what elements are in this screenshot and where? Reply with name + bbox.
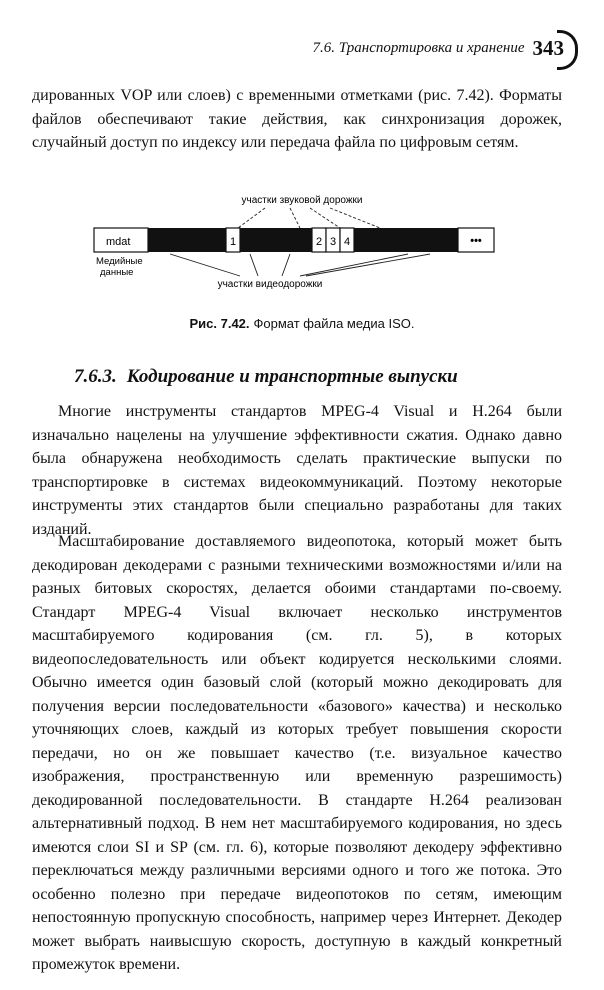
segment-2-label: 2: [315, 236, 323, 248]
segment-4-label: 4: [343, 236, 351, 248]
figure-caption: [0, 316, 604, 331]
media-data-label-line1: Медийные: [96, 256, 143, 267]
running-title: 7.6. Транспортировка и хранение: [312, 40, 525, 56]
figure-caption-prefix: Рис. 7.42.: [189, 316, 250, 331]
intro-paragraph: дированных VOP или слоев) с временными отметками (рис. 7.42). Форматы файлов обеспечивают такие действия, как синхронизация дорожек, случайный доступ по индексу или передача файла по цифровым сетям.: [32, 87, 562, 151]
body-paragraph-1: Многие инструменты стандартов MPEG-4 Visual и H.264 были изначально нацелены на улучшение эффективности сжатия. Однако давно была обнаружена необходимость сделать практические выпуски по транспортировке в системах видеокоммуникаций. Поэтому некоторые инструменты этих стандартов были специально разработаны для таких изданий.: [32, 403, 562, 538]
body-paragraph-2: Масштабирование доставляемого видеопотока, который может быть декодирован декодерами с разными техническими возможностями и/или на разных битовых скоростях, делается обоими стандартами по-своему. Стандарт MPEG-4 Visual включает несколько инструментов масштабируемого кодирования (см. гл. 5), в которых видеопоследовательность или объект кодируется несколькими слоями. Обычно имеется один базовый слой (который можно декодировать для получения версии последовательности «базового» качества) и несколько уточняющих слоев, каждый из которых требует повышения скорости передачи, но он же повышает качество (т.е. визуальное качество изображения, пространственную или временную разрешимость) декодированной последовательности. В стандарте H.264 реализован альтернативный подход. В нем нет масштабируемого кодирования, но здесь имеются слои SI и SP (см. гл. 6), которые позволяют декодеру эффективно переключаться между различными версиями одного и того же потока. Это особенно полезно при передаче видеопотоков по сетям, имеющим непостоянную пропускную способность, например через Интернет. Декодер может выбрать наивысшую скорость, доступную в каждый конкретный промежуток времени.: [32, 533, 562, 973]
section-number: 7.6.3.: [74, 366, 117, 387]
segment-3-label: 3: [329, 236, 337, 248]
ellipsis-label: •••: [470, 235, 482, 247]
figure-caption-text: Формат файла медиа ISO.: [253, 316, 415, 331]
video-tracks-label: участки видеодорожки: [217, 279, 323, 290]
segment-1-label: 1: [229, 236, 237, 248]
audio-tracks-label: участки звуковой дорожки: [241, 195, 363, 206]
media-data-label-line2: данные: [100, 267, 134, 278]
video-connector-lines: [170, 254, 430, 276]
mdat-label: mdat: [106, 236, 131, 248]
section-heading: [74, 366, 458, 388]
page-number-text: 343: [532, 36, 564, 60]
black-segment-1: [148, 228, 226, 252]
figure-iso-media-format: [0, 0, 604, 300]
black-segment-3: [354, 228, 458, 252]
audio-connector-lines: [238, 208, 380, 228]
black-segment-2: [240, 228, 312, 252]
section-title: Кодирование и транспортные выпуски: [126, 366, 458, 387]
